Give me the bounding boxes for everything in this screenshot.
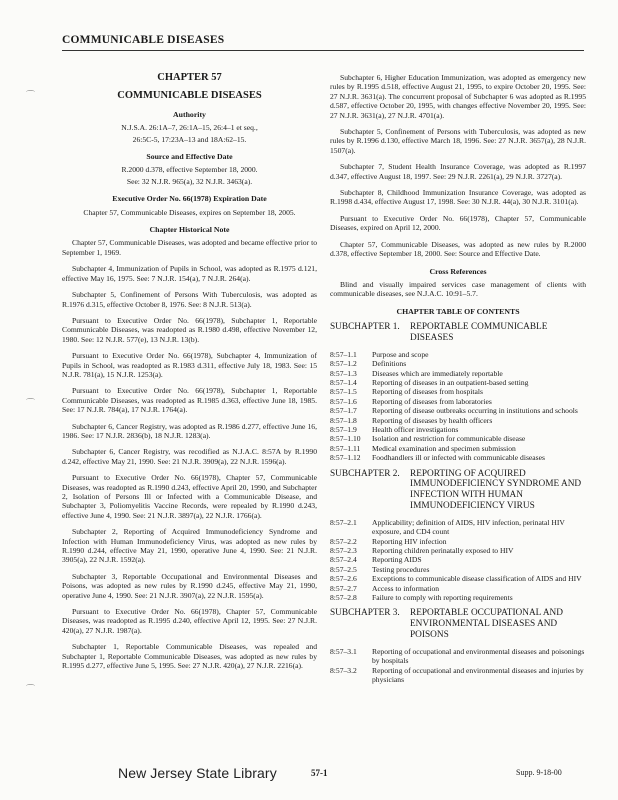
source-line: R.2000 d.378, effective September 18, 2000.: [121, 165, 258, 175]
toc-item: [330, 406, 586, 415]
cross-references-heading: Cross References: [429, 266, 487, 276]
section-number: 8:57–1.8: [330, 415, 357, 425]
exec-order-text: Chapter 57, Communicable Diseases, expires on September 18, 2005.: [83, 207, 296, 217]
toc-heading: CHAPTER TABLE OF CONTENTS: [396, 306, 520, 316]
authority-heading: Authority: [173, 109, 206, 119]
toc-item: [330, 453, 586, 462]
left-column: [62, 73, 317, 678]
history-paragraph: Subchapter 4, Immunization of Pupils in School, was adopted as R.1975 d.121, effective May 16, 1975. See: 7 N.J.R. 154(a), 7 N.J.R. 264(a).: [62, 264, 317, 283]
toc-item: [330, 350, 586, 359]
subchapter-number: SUBCHAPTER 2.: [330, 468, 400, 479]
supplement-date: Supp. 9-18-00: [516, 768, 562, 777]
toc-item: [330, 593, 586, 602]
history-paragraph: Subchapter 5, Confinement of Persons With Tuberculosis, was adopted as R.1976 d.315, effective October 8, 1976. See: 8 N.J.R. 513(a).: [62, 290, 317, 309]
subchapter-title-line: DISEASES: [410, 332, 454, 343]
toc-item: [330, 537, 586, 546]
toc-item: [330, 565, 586, 574]
toc-list: [330, 322, 586, 684]
history-paragraph: Subchapter 8, Childhood Immunization Insurance Coverage, was adopted as R.1998 d.434, effective August 17, 1998. See: 30 N.J.R. 44(a), 30 N.J.R. 3101(a).: [330, 188, 586, 207]
library-stamp: New Jersey State Library: [118, 765, 277, 781]
subchapter-number: SUBCHAPTER 3.: [330, 608, 400, 619]
section-title: Access to information: [372, 583, 440, 593]
history-paragraph: Pursuant to Executive Order No. 66(1978), Subchapter 1, Reportable Communicable Diseases, was readopted as R.1980 d.498, effective November 12, 1980. See: 12 N.J.R. 577(e), 13 N.J.R. 13(b).: [62, 315, 317, 344]
toc-item: [330, 555, 586, 564]
subchapter-title-line: REPORTING OF ACQUIRED: [410, 468, 526, 479]
section-number: 8:57–2.3: [330, 546, 357, 555]
section-number: 8:57–2.5: [330, 564, 357, 574]
section-number: 8:57–1.3: [330, 368, 357, 378]
section-number: 8:57–2.8: [330, 593, 357, 603]
section-number: 8:57–2.2: [330, 536, 357, 546]
toc-item: [330, 416, 586, 425]
history-paragraph: Subchapter 1, Reportable Communicable Diseases, was repealed and Subchapter 1, Reportable Communicable Diseases, was adopted as new rules by R.1995 d.277, effective June 5, 1995. See: 27 N.J.R. 420(a), 27 N.J.R. 2216(a).: [62, 642, 317, 671]
history-paragraph: Subchapter 6, Higher Education Immunization, was adopted as emergency new rules by R.1995 d.518, effective August 21, 1995, to expire October 20, 1995. See: 27 N.J.R. 3631(a). The concurrent proposal of Subchapter 6 was adopted as R.1995 d.587, effective October 20, 1995, with changes effective November 20, 1995. See: 27 N.J.R. 3631(a), 27 N.J.R. 4701(a).: [330, 73, 586, 120]
history-paragraph: Chapter 57, Communicable Diseases, was adopted and became effective prior to September 1, 1969.: [62, 238, 317, 257]
section-title: Reporting of diseases by health officers: [372, 415, 493, 425]
section-title: Reporting of occupational and environmental diseases and injuries by physicians: [372, 665, 584, 685]
toc-item: [330, 518, 586, 537]
history-paragraph: Pursuant to Executive Order No. 66(1978), Chapter 57, Communicable Diseases, was readopted as R.1995 d.240, effective April 12, 1995. See: 27 N.J.R. 420(a), 27 N.J.R. 1987(a).: [62, 607, 317, 635]
toc-item: [330, 444, 586, 453]
subchapter-title: [330, 322, 586, 344]
section-number: 8:57–1.7: [330, 406, 357, 416]
section-title: Exceptions to communicable disease classification of AIDS and HIV: [372, 574, 582, 584]
subchapter-title-line: INFECTION WITH HUMAN: [410, 490, 523, 501]
section-title: Reporting of diseases from laboratories: [372, 396, 492, 406]
history-paragraph: Subchapter 6, Cancer Registry, was adopted as R.1986 d.277, effective June 16, 1986. See: 17 N.J.R. 2836(b), 18 N.J.R. 1283(a).: [62, 421, 317, 440]
section-number: 8:57–1.12: [330, 453, 361, 463]
right-column: [330, 73, 586, 684]
subchapter-title: [330, 469, 586, 512]
toc-item: [330, 546, 586, 555]
history-paragraph: Pursuant to Executive Order No. 66(1978), Chapter 57, Communicable Diseases, was readopted as R.1990 d.243, effective April 20, 1990, and Subchapter 2, Isolation of Persons Ill or Infected with a Communicable Disease, and Subchapter 3, Poliomyelitis Vaccine Records, were repealed by R.1990 d.243, effective June 4, 1990. See: 21 N.J.R. 3897(a), 22 N.J.R. 1766(a).: [62, 473, 317, 520]
section-number: 8:57–1.6: [330, 396, 357, 406]
authority-line: N.J.S.A. 26:1A–7, 26:1A–15, 26:4–1 et seq.,: [121, 123, 258, 133]
authority-line: 26:5C-5, 17:23A–13 and 18A:62–15.: [132, 134, 247, 144]
history-paragraph: Pursuant to Executive Order No. 66(1978), Chapter 57, Communicable Diseases, expired on April 12, 2000.: [330, 213, 586, 233]
section-title: Reporting of diseases in an outpatient-based setting: [372, 377, 529, 387]
section-title: Reporting of disease outbreaks occurring in institutions and schools: [372, 406, 578, 416]
section-number: 8:57–2.1: [330, 517, 357, 527]
margin-mark: ⌒: [26, 398, 36, 408]
section-number: 8:57–2.4: [330, 555, 357, 565]
section-title: Foodhandlers ill or infected with communicable diseases: [372, 453, 545, 463]
subchapter-title-line: IMMUNODEFICIENCY VIRUS: [410, 500, 535, 511]
section-title: Reporting of diseases from hospitals: [372, 387, 483, 397]
section-title: Isolation and restriction for communicable disease: [372, 434, 526, 444]
margin-mark: ⌒: [26, 684, 36, 694]
section-number: 8:57–2.7: [330, 583, 357, 593]
cross-references-text: Blind and visually impaired services case management of clients with communicable diseases, see N.J.A.C. 10:91–5.7.: [330, 279, 586, 299]
toc-item: [330, 359, 586, 368]
page-number: 57-1: [311, 768, 328, 778]
section-title: Failure to comply with reporting requirements: [372, 593, 513, 603]
history-paragraph: Chapter 57, Communicable Diseases, was adopted as new rules by R.2000 d.378, effective September 18, 2000. See: Source and Effective Date.: [330, 239, 586, 259]
section-title: Diseases which are immediately reportable: [372, 368, 503, 378]
subchapter-title-line: REPORTABLE COMMUNICABLE: [410, 322, 548, 333]
section-number: 8:57–1.4: [330, 377, 357, 387]
running-head: COMMUNICABLE DISEASES: [62, 34, 225, 46]
history-heading: Chapter Historical Note: [149, 225, 230, 235]
subchapter-number: SUBCHAPTER 1.: [330, 322, 400, 333]
toc-item: [330, 647, 586, 666]
section-title: Purpose and scope: [372, 349, 429, 359]
history-paragraph: Subchapter 3, Reportable Occupational and Environmental Diseases and Poisons, was adopted as new rules by R.1990 d.245, effective May 21, 1990, operative June 4, 1990. See: 21 N.J.R. 3907(a), 22 N.J.R. 1595(a).: [62, 571, 317, 600]
section-number: 8:57–3.2: [330, 665, 357, 675]
history-paragraph: Pursuant to Executive Order No. 66(1978), Subchapter 1, Reportable Communicable Diseases, was readopted as R.1985 d.363, effective June 18, 1985. See: 17 N.J.R. 784(a), 17 N.J.R. 1764(a).: [62, 386, 317, 415]
section-number: 8:57–1.11: [330, 443, 361, 453]
toc-item: [330, 369, 586, 378]
exec-order-heading: Executive Order No. 66(1978) Expiration Date: [112, 194, 267, 204]
toc-item: [330, 425, 586, 434]
toc-item: [330, 584, 586, 593]
subchapter-title-line: IMMUNODEFICIENCY SYNDROME AND: [410, 479, 582, 490]
section-title: Definitions: [372, 359, 407, 369]
section-title: Applicability; definition of AIDS, HIV infection, perinatal HIV exposure, and CD4 count: [372, 517, 565, 537]
section-title: Reporting HIV infection: [372, 536, 447, 546]
history-paragraph: Subchapter 5, Confinement of Persons with Tuberculosis, was adopted as new rules by R.1996 d.130, effective March 18, 1996. See: 27 N.J.R. 3657(a), 28 N.J.R. 1507(a).: [330, 127, 586, 155]
source-heading: Source and Effective Date: [146, 152, 233, 162]
history-paragraph: Subchapter 6, Cancer Registry, was recodified as N.J.A.C. 8:57A by R.1990 d.242, effective May 21, 1990. See: 21 N.J.R. 3909(a), 22 N.J.R. 1596(a).: [62, 447, 317, 466]
section-number: 8:57–1.1: [330, 349, 357, 359]
history-paragraph: Subchapter 7, Student Health Insurance Coverage, was adopted as R.1997 d.347, effective August 18, 1997. See: 29 N.J.R. 2261(a), 29 N.J.R. 3727(a).: [330, 162, 586, 181]
section-title: Testing procedures: [372, 564, 430, 574]
section-title: Reporting of occupational and environmental diseases and poisonings by hospitals: [372, 646, 585, 666]
chapter-title: COMMUNICABLE DISEASES: [117, 90, 262, 102]
section-number: 8:57–1.10: [330, 434, 361, 444]
chapter-number: CHAPTER 57: [157, 72, 222, 83]
section-number: 8:57–1.5: [330, 387, 357, 397]
margin-mark: ⌒: [26, 90, 36, 100]
section-number: 8:57–1.2: [330, 359, 357, 369]
section-number: 8:57–1.9: [330, 424, 357, 434]
toc-item: [330, 378, 586, 387]
header-rule: [62, 50, 584, 51]
section-title: Reporting children perinatally exposed to HIV: [372, 546, 514, 555]
section-number: 8:57–3.1: [330, 646, 357, 656]
toc-item: [330, 387, 586, 396]
subchapter-title: [330, 608, 586, 640]
section-title: Health officer investigations: [372, 424, 459, 434]
section-title: Reporting AIDS: [372, 555, 422, 565]
history-paragraph: Pursuant to Executive Order No. 66(1978), Subchapter 4, Immunization of Pupils in School, was readopted as R.1983 d.311, effective July 18, 1983. See: 15 N.J.R. 781(a), 15 N.J.R. 1253(a).: [62, 351, 317, 379]
section-title: Medical examination and specimen submission: [372, 443, 516, 453]
toc-item: [330, 574, 586, 583]
history-paragraph: Subchapter 2, Reporting of Acquired Immunodeficiency Syndrome and Infection with Human Immunodeficiency Virus, was adopted as new rules by R.1990 d.244, effective May 21, 1990, operative June 4, 1990. See: 21 N.J.R. 3905(a), 22 N.J.R. 1592(a).: [62, 527, 317, 565]
toc-item: [330, 397, 586, 406]
toc-item: [330, 434, 586, 443]
toc-item: [330, 666, 586, 685]
section-number: 8:57–2.6: [330, 574, 357, 584]
subchapter-title-line: ENVIRONMENTAL DISEASES AND POISONS: [410, 619, 558, 641]
subchapter-title-line: REPORTABLE OCCUPATIONAL AND: [410, 608, 563, 619]
source-line: See: 32 N.J.R. 965(a), 32 N.J.R. 3463(a).: [126, 176, 253, 186]
